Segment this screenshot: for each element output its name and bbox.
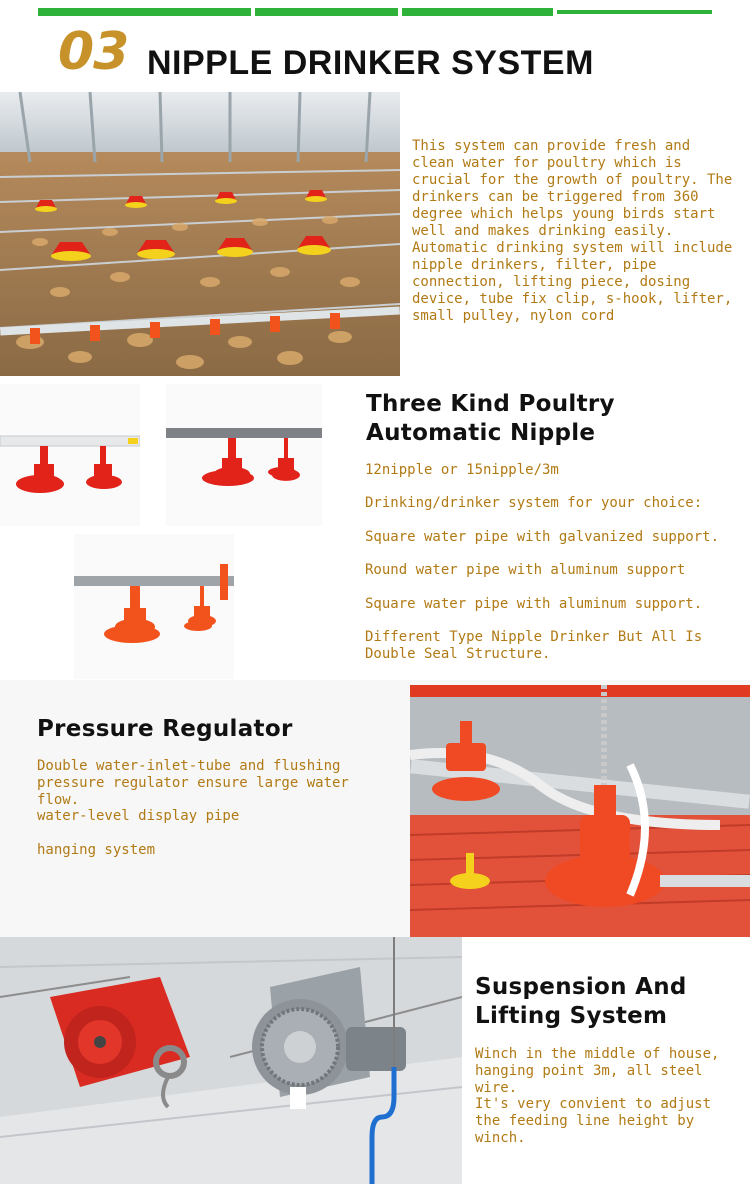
nipple-title-line1: Three Kind Poultry [366,391,615,417]
nipple-section-title [366,390,746,448]
suspension-title-line1: Suspension And [475,974,687,1000]
regulator-item-1: Double water-inlet-tube and flushing pressure regulator ensure large water flow. [37,758,349,808]
pressure-regulator-photo [410,685,750,937]
nipple-photo-1 [0,384,140,526]
nipple-item-4: Round water pipe with aluminum support [365,562,686,578]
header-bar-3 [402,8,553,16]
section-number: 03 [58,22,129,82]
regulator-item-2: water-level display pipe [37,808,240,824]
nipple-item-3: Square water pipe with galvanized support. [365,529,720,545]
regulator-title: Pressure Regulator [37,716,293,742]
intro-paragraph-2: Automatic drinking system will include nipple drinkers, filter, pipe connection, lifting piece, dosing device, tube fix clip, s-hook, lifter, small pulley, nylon cord [412,240,733,324]
nipple-photo-2 [166,384,322,526]
suspension-item-2: It's very convient to adjust the feeding line height by winch. [475,1096,712,1146]
winch-photo [0,937,462,1184]
header-bar-2 [255,8,398,16]
suspension-item-1: Winch in the middle of house, hanging point 3m, all steel wire. [475,1046,720,1096]
page-title: NIPPLE DRINKER SYSTEM [147,44,594,82]
suspension-section-title [475,973,745,1031]
nipple-item-6: Different Type Nipple Drinker But All Is Double Seal Structure. [365,629,703,662]
suspension-title-line2: Lifting System [475,1003,668,1029]
intro-text [412,138,738,325]
poultry-house-photo [0,92,400,376]
nipple-item-5: Square water pipe with aluminum support. [365,596,703,612]
nipple-title-line2: Automatic Nipple [366,420,596,446]
regulator-item-3: hanging system [37,842,156,858]
nipple-item-2: Drinking/drinker system for your choice: [365,495,703,511]
header-bar-1 [38,8,251,16]
nipple-photo-3 [74,534,234,679]
nipple-item-1: 12nipple or 15nipple/3m [365,462,559,478]
intro-paragraph-1: This system can provide fresh and clean water for poultry which is crucial for the growth of poultry. The drinkers can be triggered from 360 degree which helps young birds start well and makes drinking easily. [412,138,733,239]
header-bar-4 [557,10,712,14]
